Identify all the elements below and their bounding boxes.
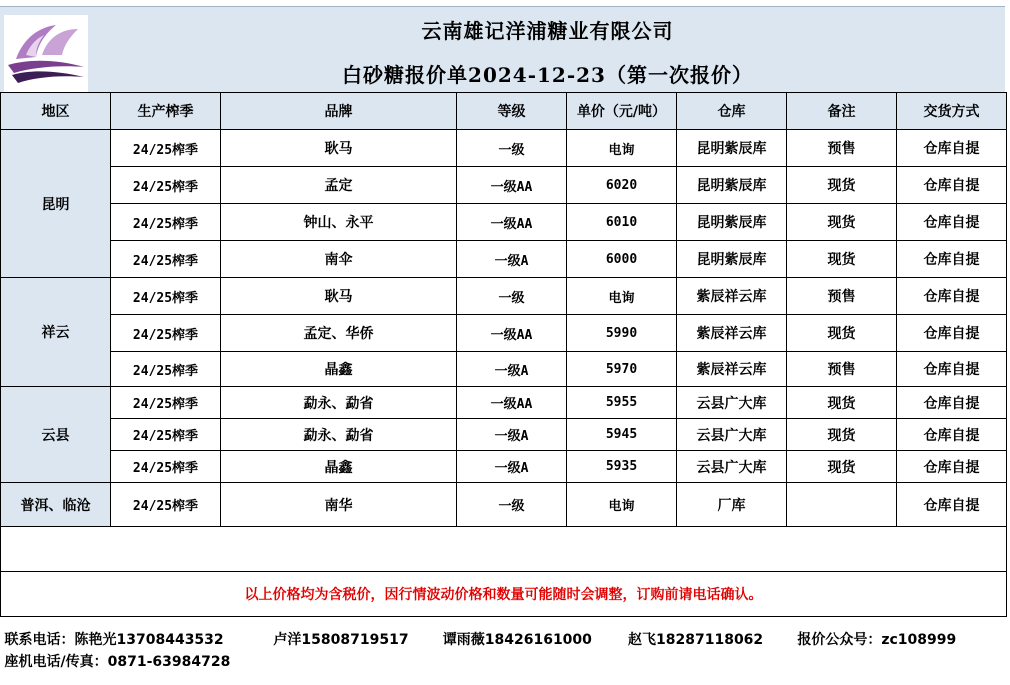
note-cell: 预售 bbox=[787, 130, 897, 167]
table-row bbox=[1, 315, 1007, 352]
region-cell: 普洱、临沧 bbox=[1, 483, 111, 527]
table-row bbox=[1, 278, 1007, 315]
warehouse-cell: 云县广大库 bbox=[677, 419, 787, 451]
contact-line-fax bbox=[1, 651, 1007, 671]
contact-line-phones bbox=[1, 629, 1007, 649]
price-cell: 5935 bbox=[567, 451, 677, 483]
brand-cell: 勐永、勐省 bbox=[221, 387, 457, 419]
column-header: 交货方式 bbox=[897, 93, 1007, 130]
notice-row bbox=[1, 572, 1007, 617]
delivery-cell: 仓库自提 bbox=[897, 130, 1007, 167]
price-cell: 电询 bbox=[567, 278, 677, 315]
contact-phone: 联系电话：陈艳光13708443532 bbox=[5, 629, 274, 649]
column-header: 品牌 bbox=[221, 93, 457, 130]
note-cell: 预售 bbox=[787, 352, 897, 387]
price-notice: 以上价格均为含税价，因行情波动价格和数量可能随时会调整，订购前请电话确认。 bbox=[1, 572, 1007, 617]
table-row bbox=[1, 387, 1007, 419]
warehouse-cell: 紫辰祥云库 bbox=[677, 278, 787, 315]
delivery-cell: 仓库自提 bbox=[897, 451, 1007, 483]
delivery-cell: 仓库自提 bbox=[897, 387, 1007, 419]
grade-cell: 一级AA bbox=[457, 387, 567, 419]
season-cell: 24/25榨季 bbox=[111, 451, 221, 483]
table-row bbox=[1, 419, 1007, 451]
delivery-cell: 仓库自提 bbox=[897, 483, 1007, 527]
note-cell: 现货 bbox=[787, 315, 897, 352]
column-header: 生产榨季 bbox=[111, 93, 221, 130]
delivery-cell: 仓库自提 bbox=[897, 167, 1007, 204]
table-body bbox=[1, 130, 1007, 685]
company-name: 云南雄记洋浦糖业有限公司 bbox=[90, 17, 1005, 45]
warehouse-cell: 紫辰祥云库 bbox=[677, 352, 787, 387]
blank-row bbox=[1, 527, 1007, 572]
grade-cell: 一级A bbox=[457, 352, 567, 387]
column-header: 地区 bbox=[1, 93, 111, 130]
table-row bbox=[1, 130, 1007, 167]
contact-phone: 谭雨薇18426161000 bbox=[443, 629, 628, 649]
column-header: 仓库 bbox=[677, 93, 787, 130]
delivery-cell: 仓库自提 bbox=[897, 352, 1007, 387]
grade-cell: 一级AA bbox=[457, 167, 567, 204]
grade-cell: 一级 bbox=[457, 278, 567, 315]
sheet-header bbox=[0, 6, 1005, 94]
price-cell: 电询 bbox=[567, 130, 677, 167]
note-cell: 现货 bbox=[787, 451, 897, 483]
warehouse-cell: 云县广大库 bbox=[677, 387, 787, 419]
grade-cell: 一级 bbox=[457, 130, 567, 167]
price-cell: 6020 bbox=[567, 167, 677, 204]
delivery-cell: 仓库自提 bbox=[897, 241, 1007, 278]
brand-cell: 晶鑫 bbox=[221, 451, 457, 483]
brand-cell: 南华 bbox=[221, 483, 457, 527]
price-cell: 5990 bbox=[567, 315, 677, 352]
contact-cell bbox=[1, 617, 1007, 685]
warehouse-cell: 厂库 bbox=[677, 483, 787, 527]
season-cell: 24/25榨季 bbox=[111, 387, 221, 419]
warehouse-cell: 昆明紫辰库 bbox=[677, 241, 787, 278]
season-cell: 24/25榨季 bbox=[111, 241, 221, 278]
grade-cell: 一级AA bbox=[457, 315, 567, 352]
price-cell: 6000 bbox=[567, 241, 677, 278]
warehouse-cell: 昆明紫辰库 bbox=[677, 167, 787, 204]
brand-cell: 耿马 bbox=[221, 130, 457, 167]
grade-cell: 一级A bbox=[457, 419, 567, 451]
fax-number: 座机电话/传真：0871-63984728 bbox=[5, 651, 231, 671]
brand-cell: 耿马 bbox=[221, 278, 457, 315]
brand-cell: 晶鑫 bbox=[221, 352, 457, 387]
table-row bbox=[1, 352, 1007, 387]
season-cell: 24/25榨季 bbox=[111, 167, 221, 204]
price-cell: 电询 bbox=[567, 483, 677, 527]
note-cell: 现货 bbox=[787, 241, 897, 278]
price-cell: 5955 bbox=[567, 387, 677, 419]
season-cell: 24/25榨季 bbox=[111, 352, 221, 387]
region-cell: 云县 bbox=[1, 387, 111, 483]
season-cell: 24/25榨季 bbox=[111, 483, 221, 527]
contact-phone: 卢洋15808719517 bbox=[273, 629, 442, 649]
note-cell: 现货 bbox=[787, 167, 897, 204]
note-cell: 现货 bbox=[787, 204, 897, 241]
column-header: 等级 bbox=[457, 93, 567, 130]
season-cell: 24/25榨季 bbox=[111, 419, 221, 451]
column-header: 备注 bbox=[787, 93, 897, 130]
delivery-cell: 仓库自提 bbox=[897, 204, 1007, 241]
price-table bbox=[0, 92, 1007, 685]
region-cell: 祥云 bbox=[1, 278, 111, 387]
grade-cell: 一级A bbox=[457, 451, 567, 483]
contact-row bbox=[1, 617, 1007, 685]
delivery-cell: 仓库自提 bbox=[897, 419, 1007, 451]
column-header: 单价（元/吨） bbox=[567, 93, 677, 130]
table-header-row bbox=[1, 93, 1007, 130]
warehouse-cell: 云县广大库 bbox=[677, 451, 787, 483]
season-cell: 24/25榨季 bbox=[111, 315, 221, 352]
delivery-cell: 仓库自提 bbox=[897, 315, 1007, 352]
warehouse-cell: 昆明紫辰库 bbox=[677, 130, 787, 167]
season-cell: 24/25榨季 bbox=[111, 278, 221, 315]
brand-cell: 孟定、华侨 bbox=[221, 315, 457, 352]
brand-cell: 南伞 bbox=[221, 241, 457, 278]
table-row bbox=[1, 483, 1007, 527]
delivery-cell: 仓库自提 bbox=[897, 278, 1007, 315]
table-row bbox=[1, 204, 1007, 241]
table-row bbox=[1, 241, 1007, 278]
price-cell: 5945 bbox=[567, 419, 677, 451]
warehouse-cell: 昆明紫辰库 bbox=[677, 204, 787, 241]
note-cell: 现货 bbox=[787, 387, 897, 419]
warehouse-cell: 紫辰祥云库 bbox=[677, 315, 787, 352]
brand-cell: 勐永、勐省 bbox=[221, 419, 457, 451]
grade-cell: 一级A bbox=[457, 241, 567, 278]
price-cell: 5970 bbox=[567, 352, 677, 387]
contact-phone: 赵飞18287118062 bbox=[628, 629, 797, 649]
grade-cell: 一级 bbox=[457, 483, 567, 527]
company-logo-icon bbox=[4, 15, 88, 95]
price-cell: 6010 bbox=[567, 204, 677, 241]
contact-phone: 报价公众号：zc108999 bbox=[797, 629, 1006, 649]
brand-cell: 钟山、永平 bbox=[221, 204, 457, 241]
table-row bbox=[1, 451, 1007, 483]
brand-cell: 孟定 bbox=[221, 167, 457, 204]
note-cell bbox=[787, 483, 897, 527]
region-cell: 昆明 bbox=[1, 130, 111, 278]
blank-cell bbox=[1, 527, 1007, 572]
note-cell: 预售 bbox=[787, 278, 897, 315]
season-cell: 24/25榨季 bbox=[111, 130, 221, 167]
sheet-title: 白砂糖报价单2024-12-23（第一次报价） bbox=[90, 61, 1005, 89]
table-row bbox=[1, 167, 1007, 204]
grade-cell: 一级AA bbox=[457, 204, 567, 241]
season-cell: 24/25榨季 bbox=[111, 204, 221, 241]
note-cell: 现货 bbox=[787, 419, 897, 451]
